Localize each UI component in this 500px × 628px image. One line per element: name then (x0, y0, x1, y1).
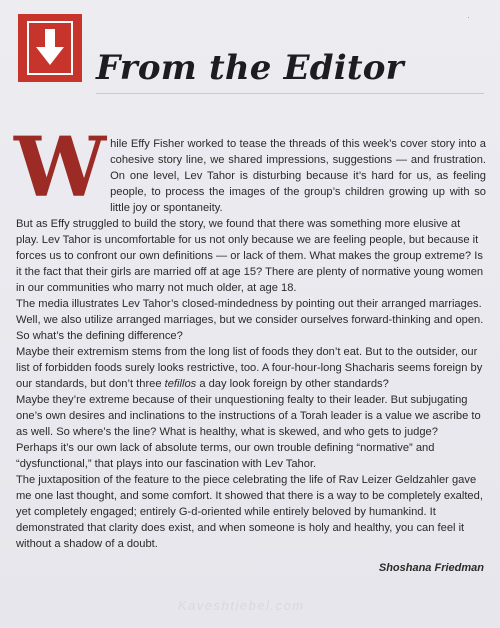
paragraph-6: Perhaps it’s our own lack of absolute terms, our own trouble defining “normative” and “dysfunctional,” that plays into our fascination with Lev Tahor. (16, 442, 435, 470)
paragraph-2: But as Effy struggled to build the story, we found that there was something more elusive at play. Lev Tahor is uncomfortable for us not only because we are feeling people, but because it forces us to confront our own definitions — or lack of them. What makes the group extreme? Is it the fact that their girls are married off at age 15? There are plenty of normative young women in our communities who marry not much older, at age 18. (16, 218, 484, 294)
watermark: Kaveshtiebel.com (178, 598, 305, 613)
tefillos-word: tefillos (164, 378, 197, 390)
article-body (14, 120, 486, 576)
page-title: From the Editor (96, 48, 404, 88)
paragraph-3: The media illustrates Lev Tahor’s closed-mindedness by pointing out their arranged marriages. Well, we also utilize arranged marriages, but we consider ourselves forward-thinking and open. So what’s the defining difference? (16, 298, 484, 342)
paragraph-4-text-a: Maybe their extremism stems from the long list of foods they don’t eat. But to the outsider, our list of forbidden foods surely looks restrictive, too. A four-hour-long Shacharis seems foreign by our standards, but don’t three (16, 346, 483, 390)
paragraph-4 (16, 344, 486, 392)
paragraph-1-text: hile Effy Fisher worked to tease the threads of this week’s cover story into a cohesive story line, we shared impressions, suggestions — and frustration. On one level, Lev Tahor is disturbing because it’s hard for us, as feeling people, to process the images of the group’s children growing up with so little joy or spontaneity. (110, 138, 486, 214)
page-mark: · (467, 12, 470, 22)
signature: Shoshana Friedman (378, 562, 484, 574)
header-divider (96, 93, 484, 94)
drop-cap: W (14, 120, 107, 216)
paragraph-4-text-b: a day look foreign by other standards? (196, 378, 389, 390)
editor-header (18, 14, 490, 88)
paragraph-5: Maybe they’re extreme because of their unquestioning fealty to their leader. But subjugating one’s own desires and inclinations to the instructions of a Torah leader is a value we ascribe to as well. So where’s the line? What is healthy, what is skewed, and who gets to judge? (16, 394, 481, 438)
paragraph-7: The juxtaposition of the feature to the piece celebrating the life of Rav Leizer Geldzahler gave me one last thought, and some comfort. It showed that there is a way to be completely exalted, yet completely engaged; entirely G-d-oriented while entirely beloved by humankind. It demonstrated that clarity does exist, and when someone is holy and healthy, you can feel it without a shadow of a doubt. (16, 474, 483, 550)
paragraph-1 (14, 120, 486, 216)
arrow-down-icon (18, 14, 82, 82)
